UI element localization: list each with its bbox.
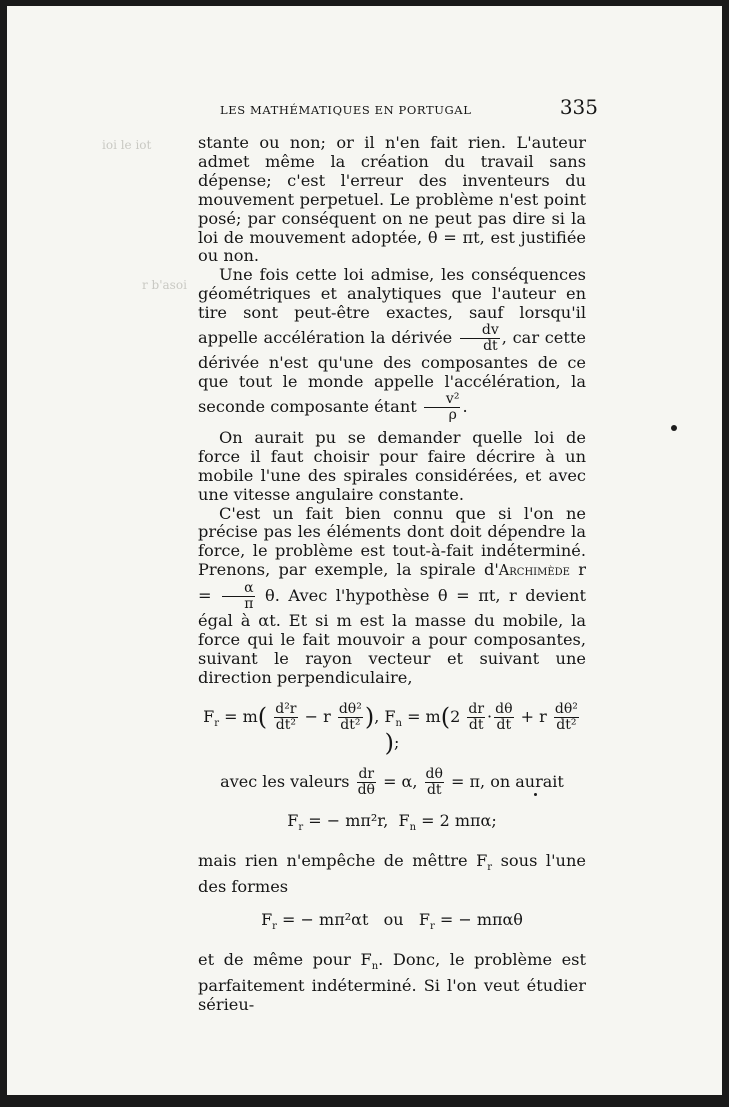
paragraph: mais rien n'empêche de mêttre $F_r$ sous l'une des formes — [198, 850, 586, 897]
paragraph: C'est un fait bien connu que si l'on ne précise pas les éléments dont doit dépendre la force, le problème est tout-à-fait indéterminé. Prenons, par exemple, la spirale d'Archimède r = $\frac{\alpha}{\pi}$ θ. Avec l'hypothèse θ = πt, r devient égal à αt. Et si m est la masse du mobile, la force qui le fait mouvoir a pour composantes, suivant le rayon vecteur et suivant une direction perpendiculaire, — [198, 503, 586, 687]
running-head — [220, 95, 598, 121]
paragraph: stante ou non; or il n'en fait rien. L'auteur admet même la création du travail sans dépense; c'est l'erreur des inventeurs du mouvement perpetuel. Le problème n'est point posé; par conséquent on ne peut pas dire si la loi de mouvement adoptée, θ = πt, est justifiée ou non. — [198, 133, 586, 266]
page-number: 335 — [559, 95, 598, 119]
fraction-v2-rho: $\frac{\text{v²}}{\rho}$ — [424, 392, 461, 423]
ink-speck — [534, 793, 537, 796]
book-page — [7, 6, 722, 1095]
bleed-through-text: r b'asoi — [142, 278, 187, 292]
paragraph: On aurait pu se demander quelle loi de force il faut choisir pour faire décrire à un mobile l'une des spirales considérées, et avec une vitesse angulaire constante. — [198, 427, 586, 504]
equation-values: avec les valeurs $\frac{dr}{d\theta}$ = α, $\frac{d\theta}{dt}$ = π, on aurait — [220, 765, 564, 798]
fraction-dv-dt: $\frac{dv}{dt}$ — [460, 323, 500, 354]
author-name: Archimède — [498, 563, 570, 580]
ink-speck — [671, 425, 677, 431]
equation-alternative-forms: $F_r$ = − mπ²αt ou $F_r$ = − mπαθ — [261, 909, 523, 933]
body-text — [198, 134, 586, 1015]
chapter-title: LES MATHÉMATIQUES EN PORTUGAL — [220, 103, 472, 117]
fraction-alpha-pi: $\frac{\alpha}{\pi}$ — [222, 581, 254, 612]
bleed-through-text: ioi le iot — [102, 138, 152, 152]
equation-force-components: $F_r = m$( $\frac{\text{d²r}}{\text{dt²}}$ − r $\frac{\text{dθ²}}{\text{dt²}}$ ), $F_n = m(2$ $\frac{dr}{dt}$ · $\frac{d\theta}{dt}$ + r $\frac{\text{dθ²}}{\text{dt²}}$ ); — [203, 700, 578, 757]
equation-result: $F_r$ = − mπ²r, $F_n = 2$ mπα; — [287, 810, 497, 833]
paragraph: et de même pour $F_n$. Donc, le problème est parfaitement indéterminé. Si l'on veut étudier sérieu- — [198, 950, 586, 1015]
paragraph: Une fois cette loi admise, les conséquences géométriques et analytiques que l'auteur en tire sont peut-être exactes, sauf lorsqu'il appelle accélération la dérivée $\frac{dv}{dt}$ , car cette dérivée n'est qu'une des composantes de ce que tout le monde appelle l'accélération, la seconde composante étant $\frac{\text{v²}}{\rho}$ . — [198, 265, 586, 423]
